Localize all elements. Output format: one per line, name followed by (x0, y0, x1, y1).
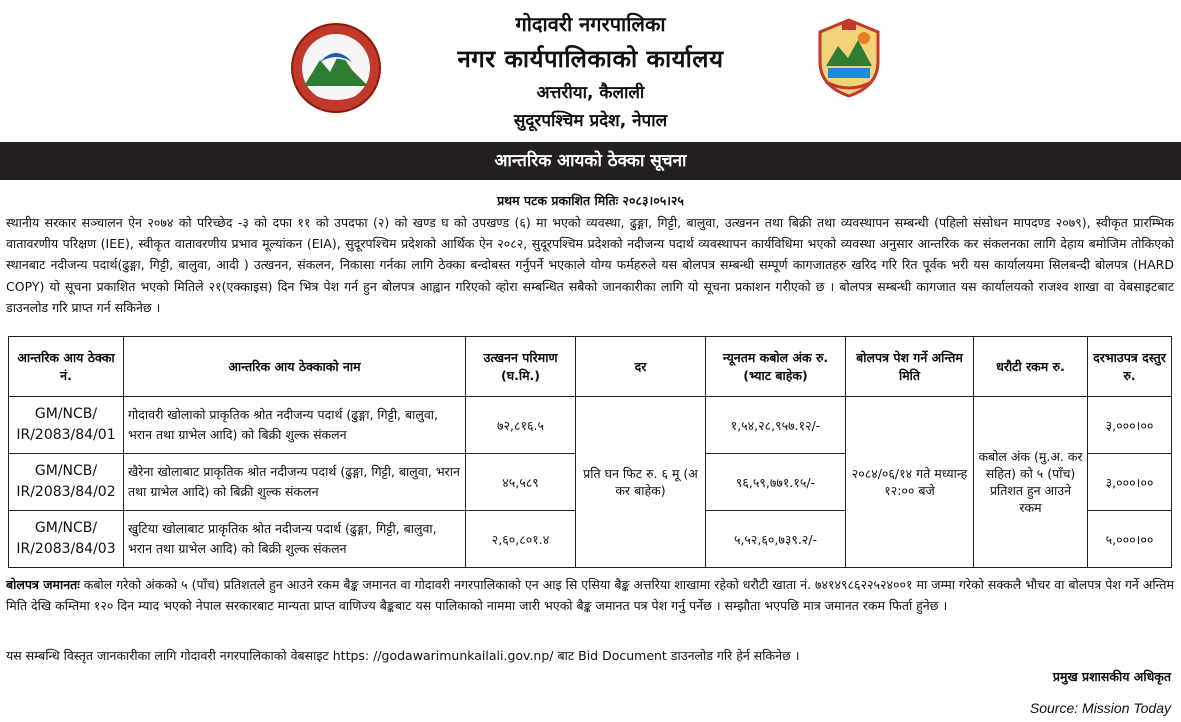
tender-table (8, 336, 1172, 568)
contract-number: GM/NCB/ IR/2083/84/02 (9, 454, 124, 511)
column-header: दर (576, 337, 706, 397)
office-address: अत्तरीया, कैलाली (536, 83, 645, 103)
intro-paragraph: स्थानीय सरकार सञ्चालन ऐन २०७४ को परिच्छेद -३ को दफा ११ को उपदफा (२) को खण्ड घ को उपखण्ड (६) मा भएको व्यवस्था, ढुङ्गा, गिट्टी, बालुवा, उत्खनन तथा बिक्री तथा व्यवस्थापन सम्बन्धी (पहिलो संसोधन मापदण्ड २०७९), स्वीकृत प्रारम्भिक वातावरणीय परिक्षण (IEE), स्वीकृत वातावरणीय प्रभाव मूल्यांकन (EIA), सुदूरपश्चिम प्रदेशको आर्थिक ऐन २०८२, सुदूरपश्चिम प्रदेशको नदीजन्य पदार्थ व्यवस्थापन कार्यविधिमा भएको व्यवस्था अनुसार आन्तरिक कर संकलनका लागि देहाय बमोजिम तोकिएको स्थानबाट नदीजन्य पदार्थ(ढुङ्गा, गिट्टी, बालुवा, आदी ) उत्खनन, संकलन, निकासा गर्नका लागि ठेक्का बन्दोबस्त गर्नुपर्ने भएकाले योग्य फर्महरुले यस बोलपत्र सम्बन्धी सम्पूर्ण कागजातहरु खरिद गरि रित पूर्वक भरी यस कार्यालयमा सिलबन्दी बोलपत्र (HARD COPY) यो सूचना प्रकाशित भएको मितिले २१(एक्काइस) दिन भित्र पेश गर्न हुन बोलपत्र आह्वान गरिएको व्होरा सम्बन्धित सबैको जानकारीका लागि यो सूचना प्रकाशन गरीएको छ । बोलपत्र सम्बन्धी कागजात यस कार्यालयको राजश्व शाखा वा वेबसाइटबाट डाउनलोड गरि प्राप्त गर्न सकिनेछ । (6, 215, 1174, 315)
minimum-bid: १,५४,२८,९५७.१२/- (706, 397, 846, 454)
rate-cell: प्रति घन फिट रु. ६ मू (अ कर बाहेक) (576, 397, 706, 568)
published-date: प्रथम पटक प्रकाशित मितिः २०८३।०५।२५ (497, 193, 684, 208)
contract-name: खुटिया खोलाबाट प्राकृतिक श्रोत नदीजन्य पदार्थ (ढुङ्गा, गिट्टी, बालुवा, भरान तथा ग्राभेल आदि) को बिक्री शुल्क संकलन (124, 511, 466, 568)
column-header: धरौटी रकम रु. (974, 337, 1088, 397)
column-header: बोलपत्र पेश गर्ने अन्तिम मिति (846, 337, 974, 397)
minimum-bid: ९६,५९,७७१.१५/- (706, 454, 846, 511)
extraction-volume: ४५,५८९ (466, 454, 576, 511)
submission-deadline: २०८४/०६/१४ गते मध्यान्ह १२:०० बजे (846, 397, 974, 568)
signatory-title: प्रमुख प्रशासकीय अधिकृत (1052, 669, 1171, 684)
deposit-amount: कबोल अंक (मु.अ. कर सहित) को ५ (पाँच) प्रतिशत हुन आउने रकम (974, 397, 1088, 568)
source-credit: Source: Mission Today (1029, 700, 1171, 716)
column-header: उत्खनन परिमाण (घ.मि.) (466, 337, 576, 397)
column-header: दरभाउपत्र दस्तुर रु. (1088, 337, 1172, 397)
document-fee: ३,०००।०० (1088, 454, 1172, 511)
column-header: न्यूनतम कबोल अंक रु. (भ्याट बाहेक) (706, 337, 846, 397)
column-header: आन्तरिक आय ठेक्का नं. (9, 337, 124, 397)
extraction-volume: ७२,८१६.५ (466, 397, 576, 454)
notice-title: आन्तरिक आयको ठेक्का सूचना (0, 142, 1181, 180)
notice-header (0, 0, 1181, 142)
document-fee: ३,०००।०० (1088, 397, 1172, 454)
bid-guarantee-text: कबोल गरेको अंकको ५ (पाँच) प्रतिशतले हुन आउने रकम बैङ्क जमानत वा गोदावरी नगरपालिकाको एन आइ सि एसिया बैङ्क अत्तरिया शाखामा रहेको धरौटी खाता नं. ७४१४९८६२२५२४००१ मा जम्मा गरेको सक्कलै भौचर वा बोलपत्र पेश गर्ने अन्तिम मिति देखि कम्तिमा १२० दिन म्याद भएको नेपाल सरकारबाट मान्यता प्राप्त वाणिज्य बैङ्कबाट यस पालिकाको नाममा जारी भएको बैङ्क जमानत पत्र पेश गर्नु पर्नेछ । सम्झौता भएपछि मात्र जमानत रकम फिर्ता हुनेछ । (6, 577, 1175, 613)
table-header-row (9, 337, 1172, 397)
bid-guarantee-label: बोलपत्र जमानतः (6, 577, 80, 592)
minimum-bid: ५,५२,६०,७३९.२/- (706, 511, 846, 568)
contract-name: खैरेना खोलाबाट प्राकृतिक श्रोत नदीजन्य पदार्थ (ढुङ्गा, गिट्टी, बालुवा, भरान तथा ग्राभेल आदि) को बिक्री शुल्क संकलन (124, 454, 466, 511)
bid-guarantee-paragraph (6, 574, 1174, 616)
website-note: यस सम्बन्धि विस्तृत जानकारीका लागि गोदावरी नगरपालिकाको वेबसाइट https: //godawarimunkailali.gov.np/ बाट Bid Document डाउनलोड गरि हेर्न सकिनेछ । (6, 648, 800, 663)
office-name: नगर कार्यपालिकाको कार्यालय (457, 45, 724, 73)
contract-name: गोदावरी खोलाको प्राकृतिक श्रोत नदीजन्य पदार्थ (ढुङ्गा, गिट्टी, बालुवा, भरान तथा ग्राभेल आदि) को बिक्री शुल्क संकलन (124, 397, 466, 454)
table-row (9, 397, 1172, 454)
province-name: सुदूरपश्चिम प्रदेश, नेपाल (513, 111, 668, 131)
municipality-logo-icon (812, 16, 886, 100)
document-fee: ५,०००।०० (1088, 511, 1172, 568)
column-header: आन्तरिक आय ठेक्काको नाम (124, 337, 466, 397)
municipality-name: गोदावरी नगरपालिका (515, 12, 666, 36)
contract-number: GM/NCB/ IR/2083/84/03 (9, 511, 124, 568)
extraction-volume: २,६०,८०१.४ (466, 511, 576, 568)
contract-number: GM/NCB/ IR/2083/84/01 (9, 397, 124, 454)
